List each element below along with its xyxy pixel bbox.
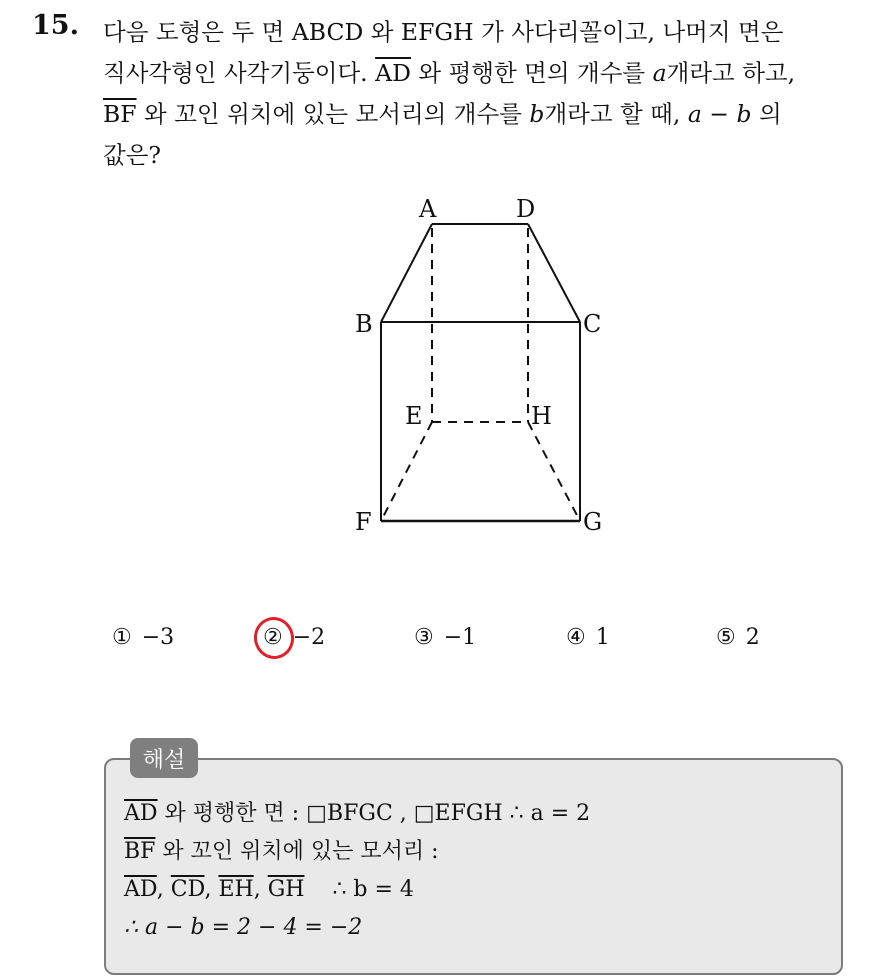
- edge-ab: [381, 224, 432, 322]
- vertex-label-g: G: [583, 508, 603, 536]
- vertex-label-h: H: [531, 402, 552, 430]
- choice-4-value: 1: [595, 625, 610, 650]
- segment-bf: $\overline{BF}$: [103, 100, 137, 128]
- edge-hg-hidden: [528, 422, 580, 521]
- selected-answer-circle: [250, 613, 298, 662]
- choice-5[interactable]: [716, 625, 760, 650]
- segment-ad: $\overline{AD}$: [375, 59, 411, 87]
- choice-2-mark: ②: [263, 625, 283, 650]
- solution-line-3: $\overline{AD}$, $\overline{CD}$, $\overline{EH}$, $\overline{GH}$ ∴ b = 4: [124, 877, 414, 902]
- question-line-2-mid: 와 평행한 면의 개수를: [410, 59, 653, 87]
- solution-line-4: ∴ a − b = 2 − 4 = −2: [124, 915, 363, 940]
- variable-a: a: [652, 59, 667, 87]
- vertex-label-d: D: [516, 195, 536, 223]
- choice-5-mark: ⑤: [716, 625, 736, 650]
- choice-3-mark: ③: [414, 625, 434, 650]
- edge-dc: [528, 224, 580, 322]
- skew-edge-eh: $\overline{EH}$: [218, 877, 254, 902]
- solution-line-1: [124, 795, 590, 833]
- solution-text: [124, 795, 590, 947]
- choice-4[interactable]: [566, 625, 610, 650]
- vertex-label-f: F: [355, 508, 372, 536]
- choice-2-value: −2: [292, 625, 326, 650]
- question-line-2: [103, 53, 863, 94]
- choice-3[interactable]: [414, 625, 476, 650]
- solution-segment-bf: $\overline{BF}$: [124, 839, 156, 864]
- question-line-2-pre: 직사각형인 사각기둥이다.: [103, 59, 376, 87]
- skew-edge-gh: $\overline{GH}$: [267, 877, 305, 902]
- question-number: 15.: [32, 10, 79, 41]
- choice-1-value: −3: [141, 625, 175, 650]
- solution-segment-ad: $\overline{AD}$: [124, 801, 158, 826]
- solution-line-2: [124, 833, 590, 871]
- question-line-3-end: 의: [751, 100, 782, 128]
- solution-tag: 해설: [130, 738, 198, 778]
- solution-line-2-text: 와 꼬인 위치에 있는 모서리 :: [155, 839, 439, 864]
- vertex-label-e: E: [405, 402, 423, 430]
- skew-edge-ad: $\overline{AD}$: [124, 877, 157, 902]
- choice-1[interactable]: [112, 625, 174, 650]
- choice-3-value: −1: [443, 625, 477, 650]
- question-line-3-mid: 와 꼬인 위치에 있는 모서리의 개수를: [136, 100, 530, 128]
- question-text: [103, 12, 863, 176]
- question-line-3-post: 개라고 할 때,: [544, 100, 688, 128]
- question-line-3: [103, 94, 863, 135]
- vertex-label-c: C: [583, 310, 602, 338]
- question-line-2-post: 개라고 하고,: [666, 59, 796, 87]
- solution-line-3-text: ∴ b = 4: [332, 877, 414, 902]
- expression-a-minus-b: a − b: [687, 100, 752, 128]
- solution-line-1-text: 와 평행한 면 : □BFGC , □EFGH ∴ a = 2: [157, 801, 591, 826]
- vertex-label-a: A: [419, 195, 437, 223]
- choice-5-value: 2: [745, 625, 760, 650]
- edge-ef-hidden: [381, 422, 432, 521]
- skew-edge-cd: $\overline{CD}$: [170, 877, 205, 902]
- variable-b: b: [529, 100, 545, 128]
- question-line-1: 다음 도형은 두 면 ABCD 와 EFGH 가 사다리꼴이고, 나머지 면은: [103, 18, 784, 46]
- vertex-label-b: B: [355, 310, 373, 338]
- choice-4-mark: ④: [566, 625, 586, 650]
- question-line-4: 값은?: [103, 141, 162, 169]
- choice-1-mark: ①: [112, 625, 132, 650]
